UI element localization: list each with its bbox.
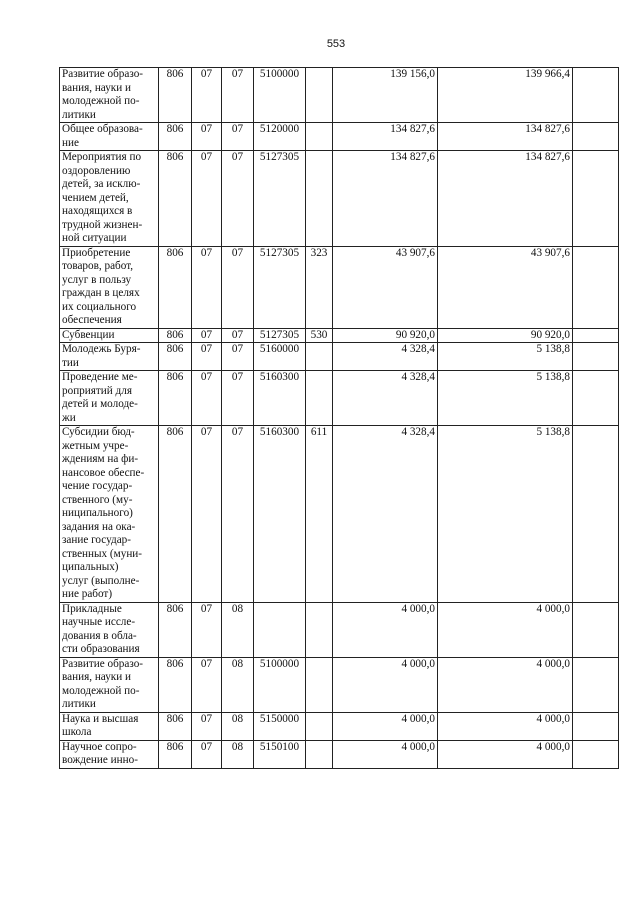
ministry-code-cell: 806 (159, 328, 192, 343)
table-row (60, 712, 619, 740)
subsection-code-cell: 08 (222, 740, 254, 768)
amount-first-cell: 139 156,0 (333, 68, 438, 123)
amount-first-cell: 4 000,0 (333, 602, 438, 657)
subsection-code-cell: 07 (222, 426, 254, 603)
expense-kind-cell: 530 (306, 328, 333, 343)
item-name-line: услуг (выполне- (62, 574, 140, 587)
table-row (60, 657, 619, 712)
item-name-line: молодежной по- (62, 684, 140, 697)
amount-second-cell: 4 000,0 (438, 712, 573, 740)
empty-cell (573, 712, 619, 740)
ministry-code-cell: 806 (159, 246, 192, 328)
expense-kind-cell (306, 740, 333, 768)
expense-kind-cell (306, 371, 333, 426)
item-name-line: литики (62, 108, 96, 121)
target-code-cell: 5127305 (254, 151, 306, 247)
item-name-line: ждениям на фи- (62, 453, 139, 465)
item-name-line: Приобретение (62, 246, 131, 259)
item-name-line: трудной жизнен- (62, 218, 143, 231)
item-name-line: ние работ) (62, 588, 113, 600)
empty-cell (573, 328, 619, 343)
ministry-code-cell: 806 (159, 343, 192, 371)
item-name-line: обеспечения (62, 314, 122, 326)
item-name-line: Молодежь Буря- (62, 343, 141, 355)
empty-cell (573, 657, 619, 712)
item-name-line: оздоровлению (62, 164, 131, 177)
section-code-cell: 07 (192, 740, 222, 768)
subsection-code-cell: 07 (222, 151, 254, 247)
item-name-line: Субвенции (62, 328, 115, 341)
target-code-cell: 5160300 (254, 426, 306, 603)
amount-first-cell: 134 827,6 (333, 151, 438, 247)
section-code-cell: 07 (192, 426, 222, 603)
item-name-line: товаров, работ, (62, 260, 134, 272)
amount-first-cell: 90 920,0 (333, 328, 438, 343)
table-row (60, 123, 619, 151)
ministry-code-cell: 806 (159, 371, 192, 426)
section-code-cell: 07 (192, 657, 222, 712)
item-name-line: задания на ока- (62, 520, 136, 533)
item-name-line: жи (62, 411, 76, 424)
ministry-code-cell: 806 (159, 426, 192, 603)
item-name-line: литики (62, 698, 96, 710)
empty-cell (573, 246, 619, 328)
item-name-line: тии (62, 356, 79, 369)
table-row (60, 740, 619, 768)
empty-cell (573, 343, 619, 371)
item-name-line: ной ситуации (62, 232, 127, 244)
item-name-cell (60, 328, 159, 343)
item-name-line: сти образования (62, 643, 140, 655)
item-name-line: вождение инно- (62, 754, 138, 766)
item-name-line: зание государ- (62, 534, 131, 546)
ministry-code-cell: 806 (159, 68, 192, 123)
subsection-code-cell: 07 (222, 343, 254, 371)
ministry-code-cell: 806 (159, 123, 192, 151)
section-code-cell: 07 (192, 328, 222, 343)
target-code-cell: 5150100 (254, 740, 306, 768)
table-row (60, 426, 619, 603)
subsection-code-cell: 08 (222, 712, 254, 740)
target-code-cell (254, 602, 306, 657)
item-name-line: Субсидии бюд- (62, 426, 135, 438)
item-name-line: роприятий для (62, 384, 132, 397)
item-name-line: вания, науки и (62, 671, 131, 683)
ministry-code-cell: 806 (159, 151, 192, 247)
item-name-line: Научное сопро- (62, 740, 137, 753)
target-code-cell: 5120000 (254, 123, 306, 151)
amount-second-cell: 5 138,8 (438, 426, 573, 603)
expense-kind-cell (306, 68, 333, 123)
section-code-cell: 07 (192, 246, 222, 328)
item-name-cell (60, 343, 159, 371)
expense-kind-cell: 323 (306, 246, 333, 328)
expense-kind-cell (306, 712, 333, 740)
table-row (60, 371, 619, 426)
item-name-cell (60, 740, 159, 768)
item-name-cell (60, 68, 159, 123)
amount-second-cell: 90 920,0 (438, 328, 573, 343)
item-name-line: дования в обла- (62, 629, 137, 642)
empty-cell (573, 426, 619, 603)
empty-cell (573, 68, 619, 123)
table-row (60, 343, 619, 371)
item-name-line: ние (62, 136, 79, 149)
subsection-code-cell: 07 (222, 328, 254, 343)
empty-cell (573, 602, 619, 657)
amount-first-cell: 43 907,6 (333, 246, 438, 328)
section-code-cell: 07 (192, 123, 222, 151)
item-name-line: ниципального) (62, 507, 133, 519)
amount-second-cell: 4 000,0 (438, 740, 573, 768)
amount-first-cell: 4 000,0 (333, 712, 438, 740)
target-code-cell: 5150000 (254, 712, 306, 740)
item-name-line: вания, науки и (62, 81, 131, 94)
item-name-line: граждан в целях (62, 287, 140, 299)
expense-kind-cell (306, 657, 333, 712)
item-name-line: Общее образова- (62, 123, 143, 135)
amount-first-cell: 4 328,4 (333, 426, 438, 603)
target-code-cell: 5160300 (254, 371, 306, 426)
item-name-line: ципальных) (62, 561, 119, 573)
amount-second-cell: 5 138,8 (438, 371, 573, 426)
item-name-cell (60, 657, 159, 712)
section-code-cell: 07 (192, 151, 222, 247)
amount-second-cell: 139 966,4 (438, 68, 573, 123)
item-name-line: Развитие образо- (62, 68, 144, 80)
expense-kind-cell (306, 343, 333, 371)
item-name-line: научные иссле- (62, 616, 136, 628)
budget-table (59, 67, 619, 769)
item-name-line: ственного (му- (62, 493, 133, 506)
subsection-code-cell: 07 (222, 371, 254, 426)
amount-second-cell: 5 138,8 (438, 343, 573, 371)
amount-first-cell: 4 000,0 (333, 740, 438, 768)
amount-second-cell: 4 000,0 (438, 602, 573, 657)
item-name-line: их социального (62, 300, 137, 313)
section-code-cell: 07 (192, 343, 222, 371)
item-name-cell (60, 712, 159, 740)
item-name-cell (60, 426, 159, 603)
page-number: 553 (326, 38, 346, 50)
subsection-code-cell: 08 (222, 657, 254, 712)
item-name-line: Развитие образо- (62, 657, 144, 670)
section-code-cell: 07 (192, 712, 222, 740)
target-code-cell: 5127305 (254, 246, 306, 328)
item-name-line: Прикладные (62, 602, 122, 615)
ministry-code-cell: 806 (159, 657, 192, 712)
table-row (60, 246, 619, 328)
ministry-code-cell: 806 (159, 740, 192, 768)
amount-first-cell: 4 328,4 (333, 371, 438, 426)
amount-second-cell: 4 000,0 (438, 657, 573, 712)
table-body (60, 68, 619, 769)
item-name-line: находящихся в (62, 205, 133, 217)
item-name-line: детей, за исклю- (62, 178, 141, 190)
item-name-cell (60, 123, 159, 151)
item-name-line: чением детей, (62, 191, 129, 204)
item-name-cell (60, 246, 159, 328)
expense-kind-cell (306, 602, 333, 657)
item-name-line: детей и молоде- (62, 398, 138, 410)
table-row (60, 602, 619, 657)
item-name-line: услуг в пользу (62, 273, 132, 286)
amount-second-cell: 134 827,6 (438, 123, 573, 151)
amount-first-cell: 4 000,0 (333, 657, 438, 712)
empty-cell (573, 151, 619, 247)
ministry-code-cell: 806 (159, 712, 192, 740)
amount-first-cell: 134 827,6 (333, 123, 438, 151)
item-name-line: Мероприятия по (62, 151, 142, 163)
amount-second-cell: 43 907,6 (438, 246, 573, 328)
section-code-cell: 07 (192, 602, 222, 657)
item-name-cell (60, 151, 159, 247)
target-code-cell: 5160000 (254, 343, 306, 371)
item-name-line: школа (62, 726, 92, 738)
section-code-cell: 07 (192, 68, 222, 123)
empty-cell (573, 371, 619, 426)
item-name-line: чение государ- (62, 480, 133, 492)
item-name-line: ственных (муни- (62, 547, 143, 560)
empty-cell (573, 740, 619, 768)
subsection-code-cell: 07 (222, 246, 254, 328)
target-code-cell: 5127305 (254, 328, 306, 343)
item-name-line: жетным учре- (62, 439, 129, 452)
section-code-cell: 07 (192, 371, 222, 426)
target-code-cell: 5100000 (254, 68, 306, 123)
subsection-code-cell: 07 (222, 123, 254, 151)
amount-first-cell: 4 328,4 (333, 343, 438, 371)
table-row (60, 151, 619, 247)
item-name-line: Проведение ме- (62, 371, 138, 383)
item-name-line: молодежной по- (62, 95, 140, 107)
expense-kind-cell: 611 (306, 426, 333, 603)
item-name-cell (60, 371, 159, 426)
item-name-line: Наука и высшая (62, 712, 139, 725)
empty-cell (573, 123, 619, 151)
amount-second-cell: 134 827,6 (438, 151, 573, 247)
table-row (60, 68, 619, 123)
subsection-code-cell: 07 (222, 68, 254, 123)
ministry-code-cell: 806 (159, 602, 192, 657)
table-row (60, 328, 619, 343)
expense-kind-cell (306, 151, 333, 247)
subsection-code-cell: 08 (222, 602, 254, 657)
expense-kind-cell (306, 123, 333, 151)
target-code-cell: 5100000 (254, 657, 306, 712)
item-name-cell (60, 602, 159, 657)
item-name-line: нансовое обеспе- (62, 466, 145, 479)
